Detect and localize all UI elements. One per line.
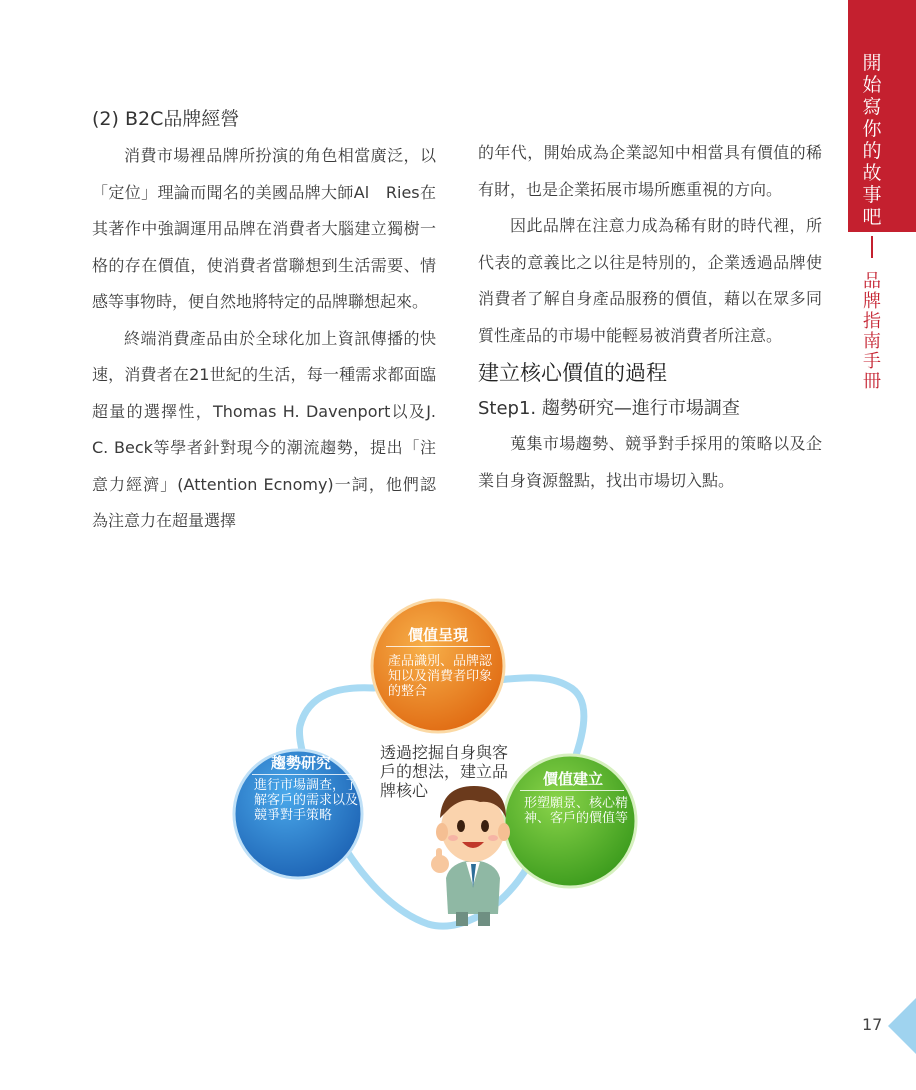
page-number: 17 [862, 1015, 883, 1034]
top-circle-title: 價值呈現 [407, 626, 468, 644]
left-circle-title: 趨勢研究 [270, 754, 331, 772]
mascot-illustration [431, 786, 510, 926]
top-circle-rule [386, 646, 490, 647]
right-circle-rule [520, 790, 624, 791]
right-circle-text: 形塑願景、核心精神、客戶的價值等 [524, 796, 629, 826]
top-circle-text: 產品識別、品牌認知以及消費者印象的整合 [388, 654, 493, 699]
right-circle-title: 價值建立 [542, 770, 603, 788]
step-title: Step1. 趨勢研究—進行市場調查 [478, 398, 740, 419]
paragraph: 終端消費產品由於全球化加上資訊傳播的快速，消費者在21世紀的生活，每一種需求都面臨超量的選擇性，Thomas H. Davenport以及J. C. Beck等學者針對現今的潮流趨勢，提出「注意力經濟」(Attention Ecnomy)一詞，他們認為注意力在超量選擇 [92, 328, 436, 530]
core-value-diagram [228, 596, 648, 936]
side-tab-title: 開始寫你的故事吧 [862, 52, 882, 228]
left-column [92, 100, 436, 540]
side-tab-subtitle: 品牌指南手冊 [863, 271, 881, 392]
left-circle-text: 進行市場調查，了解客戶的需求以及競爭對手策略 [254, 778, 359, 823]
diagram-center-text: 透過挖掘自身與客戶的想法，建立品牌核心 [380, 743, 509, 800]
right-column [478, 135, 822, 499]
page-corner-decoration [888, 998, 916, 1054]
main-title: 建立核心價值的過程 [478, 361, 667, 385]
paragraph: 因此品牌在注意力成為稀有財的時代裡，所代表的意義比之以往是特別的，企業透過品牌使消費者了解自身產品服務的價值，藉以在眾多同質性產品的市場中能輕易被消費者所注意。 [478, 216, 822, 345]
paragraph: 蒐集市場趨勢、競爭對手採用的策略以及企業自身資源盤點，找出市場切入點。 [478, 434, 822, 490]
left-circle-rule [252, 774, 356, 775]
paragraph: 的年代，開始成為企業認知中相當具有價值的稀有財，也是企業拓展市場所應重視的方向。 [478, 143, 822, 199]
side-tab-divider [871, 236, 873, 258]
section-heading: (2) B2C品牌經營 [92, 108, 240, 130]
paragraph: 消費市場裡品牌所扮演的角色相當廣泛，以「定位」理論而聞名的美國品牌大師Al Ries在其著作中強調運用品牌在消費者大腦建立獨樹一格的存在價值，使消費者當聯想到生活需要、情感等事物時，便自然地將特定的品牌聯想起來。 [92, 146, 436, 311]
